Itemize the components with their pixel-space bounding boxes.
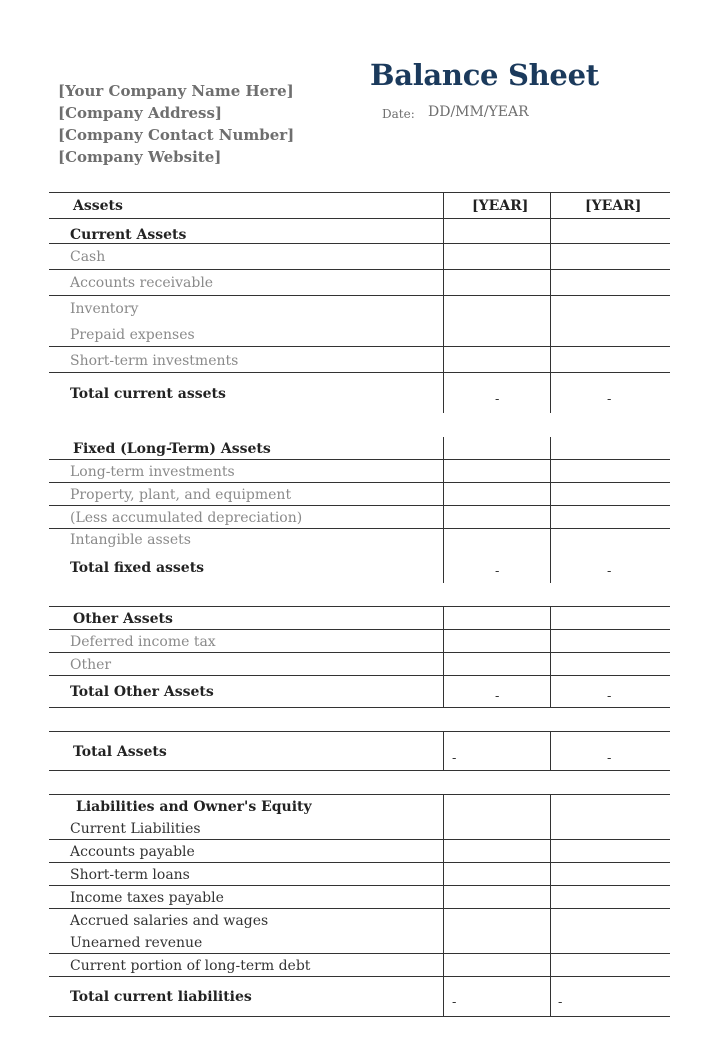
line-item: Cash [70,249,106,265]
table-rule [49,953,670,954]
line-item: Current Liabilities [70,821,201,837]
table-rule [49,1016,670,1017]
line-item: Short-term investments [70,353,239,369]
column-divider [550,731,551,770]
line-item: Prepaid expenses [70,327,195,343]
total-current-liabilities-label: Total current liabilities [70,989,252,1005]
column-divider [550,606,551,707]
empty-value: - [495,392,500,407]
table-rule [49,505,670,506]
table-rule [49,885,670,886]
table-rule [49,976,670,977]
line-item: (Less accumulated depreciation) [70,510,303,526]
line-item: Income taxes payable [70,890,224,906]
empty-value: - [558,995,563,1010]
column-divider [443,192,444,413]
line-item: Accounts receivable [70,275,214,291]
table-rule [49,459,670,460]
line-item: Current portion of long-term debt [70,958,311,974]
line-item: Property, plant, and equipment [70,487,292,503]
line-item: Accrued salaries and wages [70,913,269,929]
table-rule [49,629,670,630]
empty-value: - [452,751,457,766]
table-rule [49,192,670,193]
page-title: Balance Sheet [370,58,599,92]
column-divider [550,437,551,583]
total-fixed-assets-label: Total fixed assets [70,560,205,576]
table-rule [49,862,670,863]
line-item: Short-term loans [70,867,190,883]
empty-value: - [495,689,500,704]
section-heading-liabilities: Liabilities and Owner's Equity [76,799,312,815]
table-rule [49,770,670,771]
table-rule [49,346,670,347]
company-contact: [Company Contact Number] [58,126,295,144]
column-divider [443,794,444,1016]
table-rule [49,908,670,909]
table-rule [49,652,670,653]
table-rule [49,269,670,270]
section-heading-current-assets: Current Assets [70,227,187,243]
empty-value: - [607,689,612,704]
column-divider [443,437,444,583]
year-column-header: [YEAR] [472,198,529,214]
date-value: DD/MM/YEAR [428,104,529,120]
section-heading-other-assets: Other Assets [73,611,173,627]
table-rule [49,482,670,483]
table-rule [49,372,670,373]
line-item: Long-term investments [70,464,235,480]
table-rule [49,707,670,708]
line-item: Other [70,657,112,673]
table-rule [49,295,670,296]
empty-value: - [607,392,612,407]
company-website: [Company Website] [58,148,222,166]
table-rule [49,839,670,840]
empty-value: - [495,564,500,579]
company-name: [Your Company Name Here] [58,82,294,100]
empty-value: - [607,564,612,579]
table-rule [49,218,670,219]
company-address: [Company Address] [58,104,223,122]
company-info [58,80,294,168]
table-rule [49,243,670,244]
line-item: Intangible assets [70,532,191,548]
total-assets-label: Total Assets [73,744,167,760]
column-divider [550,794,551,1016]
line-item: Deferred income tax [70,634,216,650]
empty-value: - [452,995,457,1010]
line-item: Unearned revenue [70,935,203,951]
section-heading-fixed-assets: Fixed (Long-Term) Assets [73,441,271,457]
table-rule [49,528,670,529]
date-label: Date: [382,107,415,121]
line-item: Inventory [70,301,139,317]
empty-value: - [607,751,612,766]
table-rule [49,731,670,732]
total-current-assets-label: Total current assets [70,386,226,402]
assets-column-header: Assets [73,198,123,214]
column-divider [443,606,444,707]
line-item: Accounts payable [70,844,195,860]
table-rule [49,794,670,795]
total-other-assets-label: Total Other Assets [70,684,214,700]
table-rule [49,606,670,607]
column-divider [550,192,551,413]
table-rule [49,675,670,676]
column-divider [443,731,444,770]
year-column-header: [YEAR] [585,198,642,214]
